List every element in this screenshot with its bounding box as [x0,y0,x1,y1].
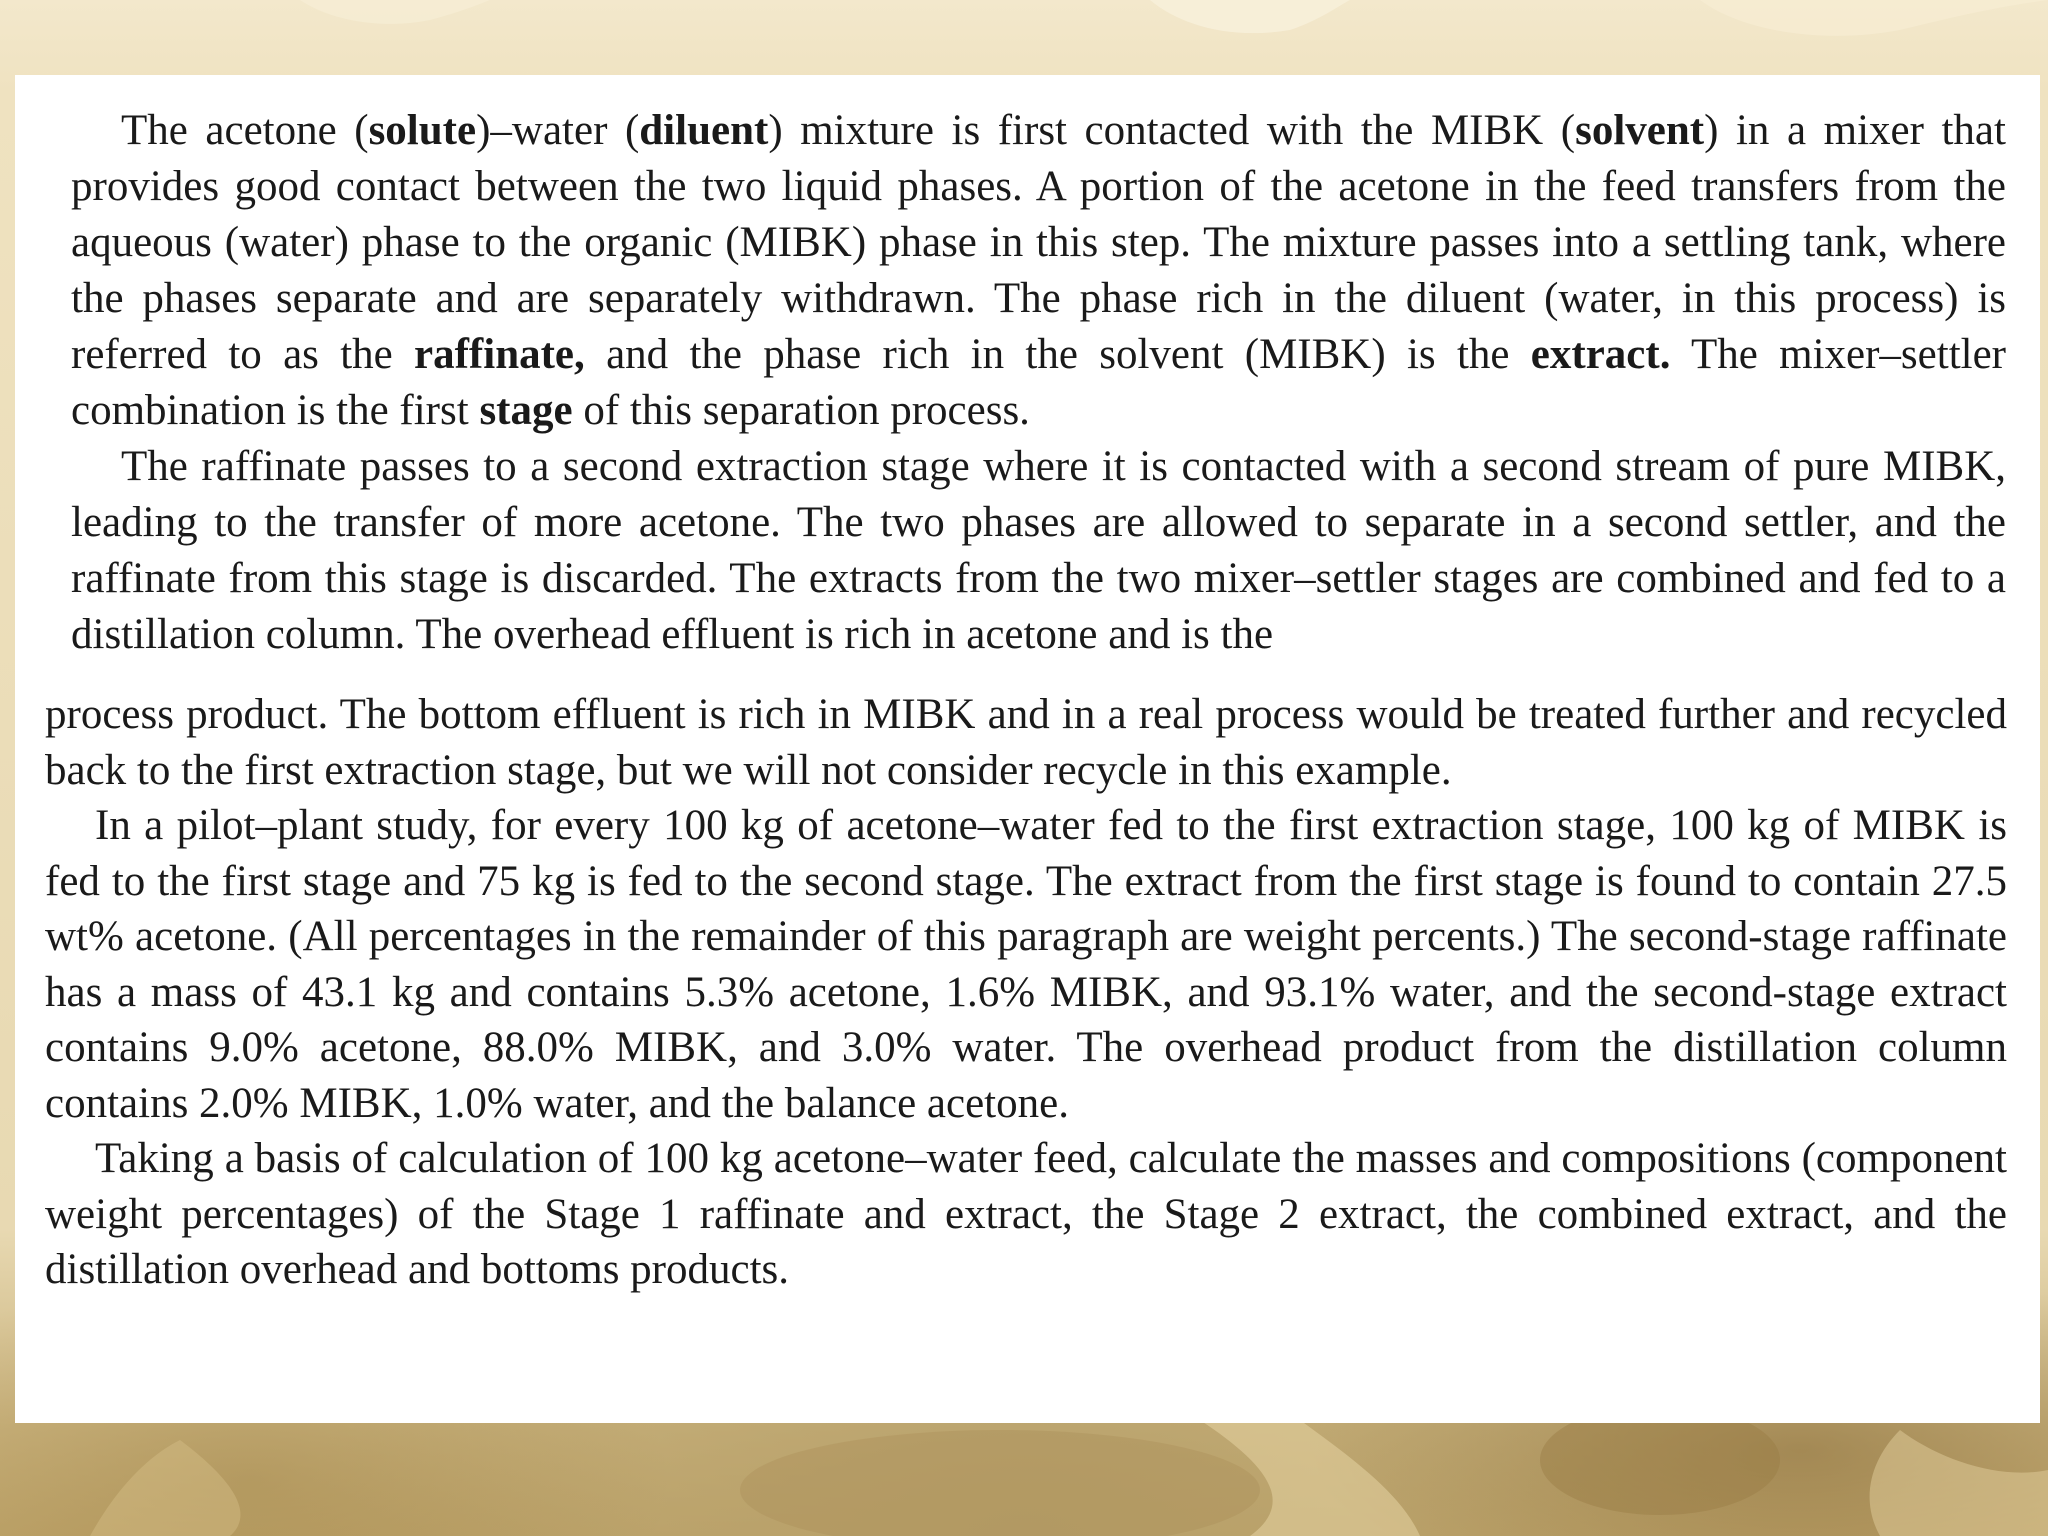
scanned-page [15,75,2040,1423]
paragraph-problem-statement: Taking a basis of calculation of 100 kg acetone–water feed, calculate the masses and compositions (component weight percentages) of the Stage 1 raffinate and extract, the Stage 2 extract, the combined extract, and the distillation overhead and bottoms products. [45,1135,2007,1293]
term-raffinate: raffinate, [414,331,585,378]
text-block-upper [71,103,2006,663]
term-extract: extract. [1530,331,1671,378]
paragraph-second-stage-continued: process product. The bottom effluent is rich in MIBK and in a real process would be treated further and recycled back to the first extraction stage, but we will not consider recycle in this example. [45,691,2007,794]
background-top-decoration [0,0,2048,75]
term-solute: solute [368,107,477,154]
text-block-lower [45,687,2007,1298]
background-bottom-decoration [0,1420,2048,1536]
paragraph-pilot-plant-study: In a pilot–plant study, for every 100 kg of acetone–water fed to the first extraction stage, 100 kg of MIBK is fed to the first stage and 75 kg is fed to the second stage. The extract from the first stage is found to contain 27.5 wt% acetone. (All percentages in the remainder of this paragraph are weight percents.) The second-stage raffinate has a mass of 43.1 kg and contains 5.3% acetone, 1.6% MIBK, and 93.1% water, and the second-stage extract contains 9.0% acetone, 88.0% MIBK, and 3.0% water. The overhead product from the distillation column contains 2.0% MIBK, 1.0% water, and the balance acetone. [45,802,2007,1127]
term-solvent: solvent [1575,107,1705,154]
paragraph-second-stage: The raffinate passes to a second extraction stage where it is contacted with a second stream of pure MIBK, leading to the transfer of more acetone. The two phases are allowed to separate in a second settler, and the raffinate from this stage is discarded. The extracts from the two mixer–settler stages are combined and fed to a distillation column. The overhead effluent is rich in acetone and is the [71,443,2006,658]
term-diluent: diluent [639,107,769,154]
term-stage: stage [479,387,573,434]
paragraph-extraction-intro: The acetone (solute)–water (diluent) mixture is first contacted with the MIBK (solvent) in a mixer that provides good contact between the two liquid phases. A portion of the acetone in the feed transfers from the aqueous (water) phase to the organic (MIBK) phase in this step. The mixture passes into a settling tank, where the phases separate and are separately withdrawn. The phase rich in the diluent (water, in this process) is referred to as the raffinate, and the phase rich in the solvent (MIBK) is the extract. The mixer–settler combination is the first stage of this separation process. [71,107,2006,434]
